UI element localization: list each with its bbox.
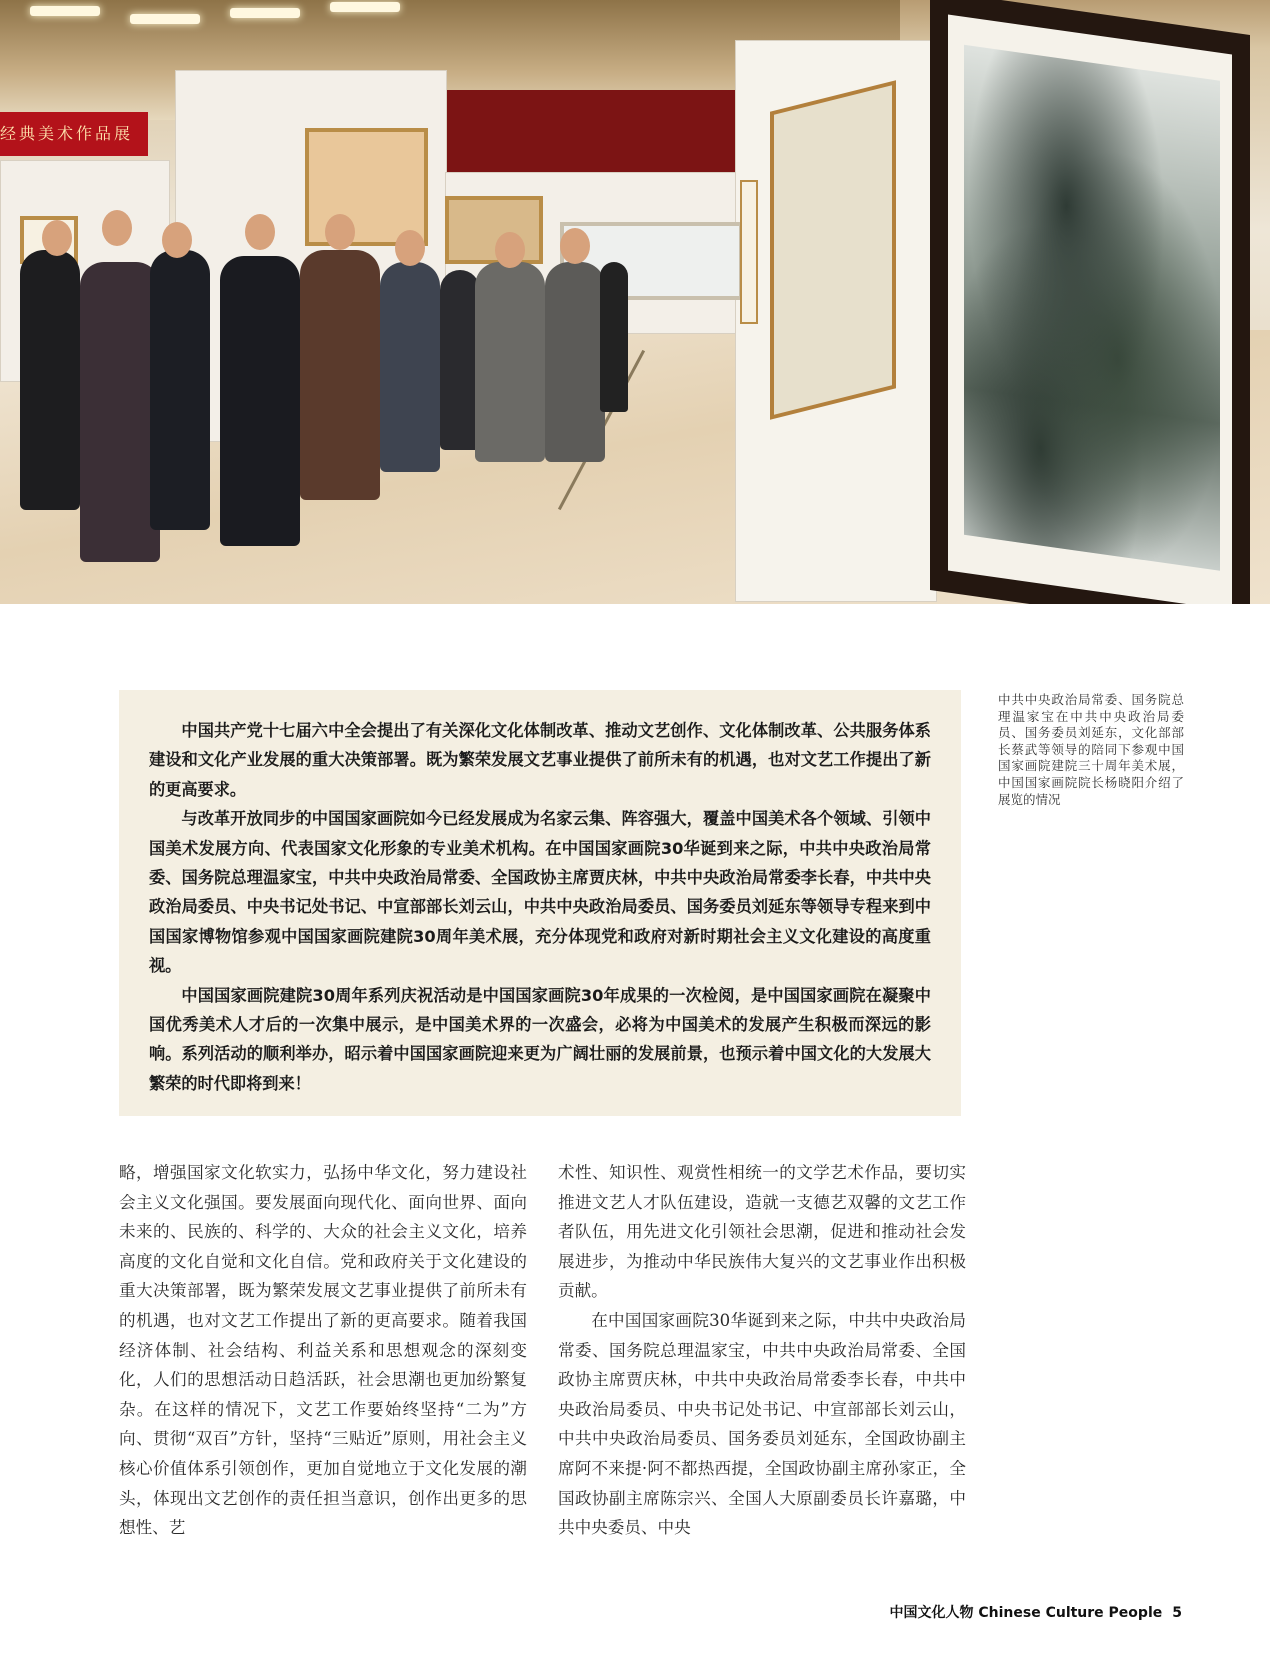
visitor-head [395, 230, 425, 266]
visitor-head [245, 214, 275, 250]
visitor [600, 262, 628, 412]
page-number: 5 [1172, 1605, 1182, 1621]
ceiling-light [330, 2, 400, 12]
photo-caption: 中共中央政治局常委、国务院总理温家宝在中共中央政治局委员、国务委员刘延东，文化部部长蔡武等领导的陪同下参观中国国家画院建院三十周年美术展，中国国家画院院长杨晓阳介绍了展览的情况 [998, 692, 1184, 807]
visitor [20, 250, 80, 510]
exhibition-photo [0, 0, 1270, 604]
visitor [380, 262, 440, 472]
exhibition-banner-text: 经典美术作品展 [0, 124, 134, 143]
ceiling-light [230, 8, 300, 18]
landscape-painting-frame [930, 0, 1250, 604]
visitor-head [162, 222, 192, 258]
ceiling-light [130, 14, 200, 24]
visitor [300, 250, 380, 500]
artwork-frame [740, 180, 758, 324]
body-column-left [119, 1158, 527, 1543]
intro-paragraph: 与改革开放同步的中国国家画院如今已经发展成为名家云集、阵容强大，覆盖中国美术各个领域、引领中国美术发展方向、代表国家文化形象的专业美术机构。在中国国家画院30华诞到来之际，中共中央政治局常委、国务院总理温家宝，中共中央政治局常委、全国政协主席贾庆林，中共中央政治局常委李长春，中共中央政治局委员、中央书记处书记、中宣部部长刘云山，中共中央政治局委员、国务委员刘延东等领导专程来到中国国家博物馆参观中国国家画院建院30周年美术展，充分体现党和政府对新时期社会主义文化建设的高度重视。 [149, 809, 931, 976]
body-paragraph: 术性、知识性、观赏性相统一的文学艺术作品，要切实推进文艺人才队伍建设，造就一支德艺双馨的文艺工作者队伍，用先进文化引领社会思潮，促进和推动社会发展进步，为推动中华民族伟大复兴的文艺事业作出积极贡献。 [558, 1163, 966, 1301]
artwork-frame [770, 80, 896, 419]
artwork-frame [445, 196, 543, 264]
body-column-right [558, 1158, 966, 1543]
visitor [150, 250, 210, 530]
intro-paragraph: 中国共产党十七届六中全会提出了有关深化文化体制改革、推动文艺创作、文化体制改革、公共服务体系建设和文化产业发展的重大决策部署。既为繁荣发展文艺事业提供了前所未有的机遇，也对文艺工作提出了新的更高要求。 [149, 721, 931, 799]
visitor [475, 262, 545, 462]
visitor-head [560, 228, 590, 264]
magazine-name: 中国文化人物 Chinese Culture People [889, 1605, 1163, 1621]
body-paragraph: 在中国国家画院30华诞到来之际，中共中央政治局常委、国务院总理温家宝，中共中央政治局常委、全国政协主席贾庆林，中共中央政治局常委李长春，中共中央政治局委员、中央书记处书记、中宣部部长刘云山，中共中央政治局委员、国务委员刘延东，全国政协副主席阿不来提·阿不都热西提，全国政协副主席孙家正，全国政协副主席陈宗兴、全国人大原副委员长许嘉璐，中共中央委员、中央 [558, 1310, 966, 1538]
visitor [80, 262, 160, 562]
intro-paragraph: 中国国家画院建院30周年系列庆祝活动是中国国家画院30年成果的一次检阅，是中国国家画院在凝聚中国优秀美术人才后的一次集中展示，是中国美术界的一次盛会，必将为中国美术的发展产生积极而深远的影响。系列活动的顺利举办，昭示着中国国家画院迎来更为广阔壮丽的发展前景，也预示着中国文化的大发展大繁荣的时代即将到来！ [149, 985, 931, 1093]
visitor-head [42, 220, 72, 256]
intro-box [119, 690, 961, 1116]
body-paragraph: 略，增强国家文化软实力，弘扬中华文化，努力建设社会主义文化强国。要发展面向现代化、面向世界、面向未来的、民族的、科学的、大众的社会主义文化，培养高度的文化自觉和文化自信。党和政府关于文化建设的重大决策部署，既为繁荣发展文艺事业提供了前所未有的机遇，也对文艺工作提出了新的更高要求。随着我国经济体制、社会结构、利益关系和思想观念的深刻变化，人们的思想活动日趋活跃，社会思潮也更加纷繁复杂。在这样的情况下，文艺工作要始终坚持“二为”方向、贯彻“双百”方针，坚持“三贴近”原则，用社会主义核心价值体系引领创作，更加自觉地立于文化发展的潮头，体现出文艺创作的责任担当意识，创作出更多的思想性、艺 [119, 1163, 527, 1538]
visitor-head [495, 232, 525, 268]
page-footer [890, 1602, 1183, 1622]
visitor-head [102, 210, 132, 246]
visitor [440, 270, 480, 450]
artwork-frame [305, 128, 428, 246]
landscape-painting [964, 45, 1220, 571]
visitor-head [325, 214, 355, 250]
visitor [220, 256, 300, 546]
ceiling-light [30, 6, 100, 16]
visitor [545, 262, 605, 462]
